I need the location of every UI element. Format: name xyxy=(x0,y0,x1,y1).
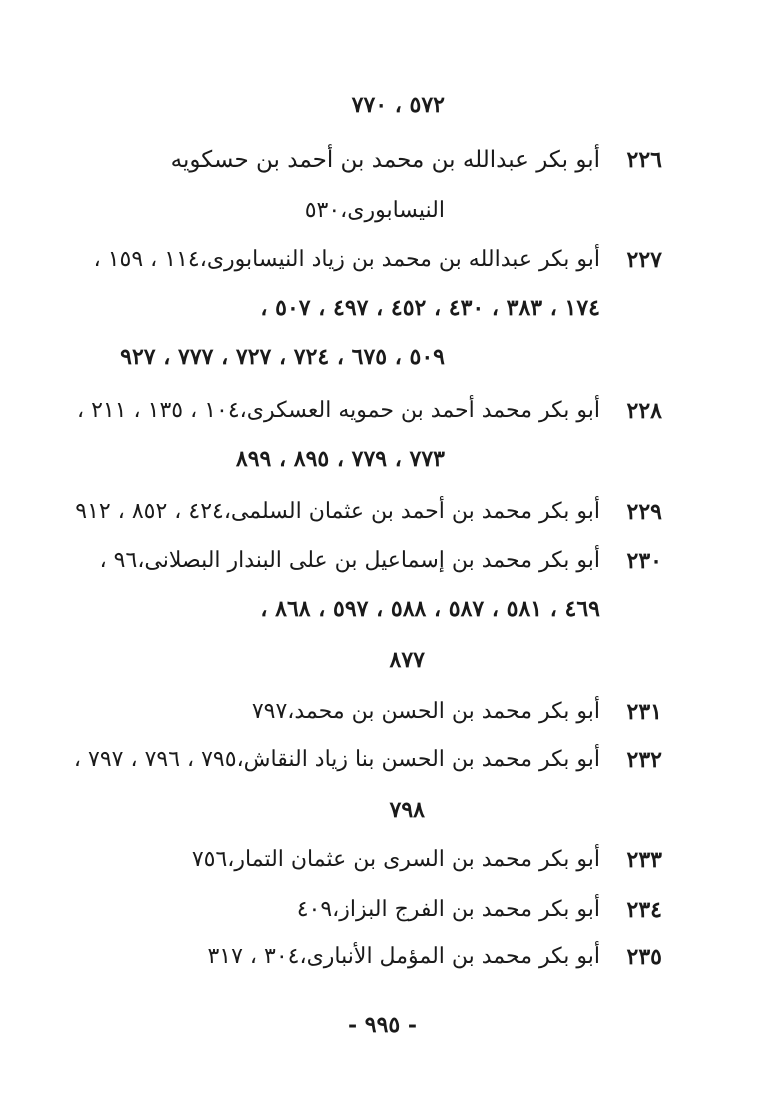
entry-number: ٢٣٢ xyxy=(626,747,662,773)
entry-name: أبو بكر عبدالله بن محمد بن زياد النيسابورى،١١٤ ، ١٥٩ ، xyxy=(93,247,600,272)
entry-name: أبو بكر محمد بن الفرج البزاز،٤٠٩ xyxy=(296,897,600,922)
entry-name: أبو بكر محمد أحمد بن حمويه العسكرى،١٠٤ ، ١٣٥ ، ٢١١ ، xyxy=(77,398,600,423)
header-continuation: ٥٧٢ ، ٧٧٠ xyxy=(351,92,445,118)
entry-name: أبو بكر محمد بن أحمد بن عثمان السلمى،٤٢٤ ، ٨٥٢ ، ٩١٢ xyxy=(75,499,600,524)
entry-continuation: ٥٠٩ ، ٦٧٥ ، ٧٢٤ ، ٧٢٧ ، ٧٧٧ ، ٩٢٧ xyxy=(120,344,445,370)
page-number: - ٩٩٥ - xyxy=(347,1012,418,1038)
entry-continuation: ٨٧٧ xyxy=(389,647,425,673)
entry-number: ٢٣٣ xyxy=(626,847,662,873)
entry-name: أبو بكر عبدالله بن محمد بن أحمد بن حسكويه xyxy=(170,147,600,173)
entry-name: أبو بكر محمد بن إسماعيل بن على البندار البصلانى،٩٦ ، xyxy=(99,548,600,573)
entry-number: ٢٢٩ xyxy=(626,499,662,525)
entry-continuation: ١٧٤ ، ٣٨٣ ، ٤٣٠ ، ٤٥٢ ، ٤٩٧ ، ٥٠٧ ، xyxy=(260,295,600,321)
entry-number: ٢٢٨ xyxy=(626,398,662,424)
entry-number: ٢٣١ xyxy=(626,699,662,725)
entry-name: أبو بكر محمد بن المؤمل الأنبارى،٣٠٤ ، ٣١٧ xyxy=(207,944,600,969)
entry-continuation: ٧٩٨ xyxy=(389,797,425,823)
entry-number: ٢٣٥ xyxy=(626,944,662,970)
entry-continuation: النيسابورى،٥٣٠ xyxy=(304,198,445,223)
entry-name: أبو بكر محمد بن الحسن بن محمد،٧٩٧ xyxy=(251,699,600,724)
entry-number: ٢٣٠ xyxy=(626,548,662,574)
entry-name: أبو بكر محمد بن الحسن بنا زياد النقاش،٧٩٥ ، ٧٩٦ ، ٧٩٧ ، xyxy=(73,747,600,772)
entry-continuation: ٧٧٣ ، ٧٧٩ ، ٨٩٥ ، ٨٩٩ xyxy=(235,446,445,472)
entry-name: أبو بكر محمد بن السرى بن عثمان التمار،٧٥٦ xyxy=(191,847,600,872)
entry-number: ٢٢٦ xyxy=(626,147,662,173)
entry-continuation: ٤٦٩ ، ٥٨١ ، ٥٨٧ ، ٥٨٨ ، ٥٩٧ ، ٨٦٨ ، xyxy=(260,596,600,622)
entry-number: ٢٢٧ xyxy=(626,247,662,273)
entry-number: ٢٣٤ xyxy=(626,897,662,923)
